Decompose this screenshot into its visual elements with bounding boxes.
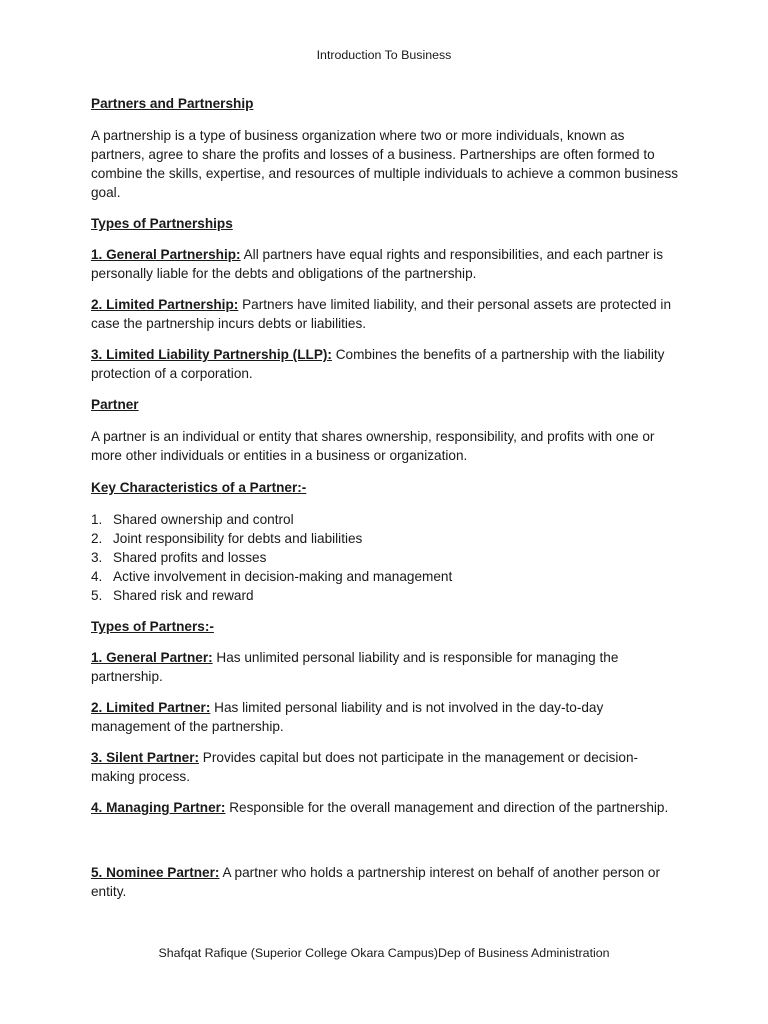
list-item-text: Active involvement in decision-making and management <box>113 569 453 584</box>
characteristics-list <box>91 510 681 605</box>
section-heading-types-of-partners: Types of Partners:- <box>91 619 214 634</box>
list-item-number: 2. <box>91 531 103 546</box>
general-partnership-item <box>91 245 681 283</box>
limited-partner-text: Has limited personal liability and is not involved in the day-to-day management of the partnership. <box>91 700 604 734</box>
managing-partner-term: 4. Managing Partner: <box>91 800 226 815</box>
general-partner-text: Has unlimited personal liability and is responsible for managing the partnership. <box>91 650 619 684</box>
limited-partnership-text: Partners have limited liability, and their personal assets are protected in case the partnership incurs debts or liabilities. <box>91 297 671 331</box>
managing-partner-item <box>91 798 681 817</box>
limited-partner-term: 2. Limited Partner: <box>91 700 211 715</box>
list-item-number: 1. <box>91 512 103 527</box>
partnership-definition: A partnership is a type of business organization where two or more individuals, known as partners, agree to share the profits and losses of a business. Partnerships are often formed to combine the skills, expertise, and resources of multiple individuals to achieve a common business goal. <box>91 128 679 200</box>
page-footer: Shafqat Rafique (Superior College Okara Campus)Dep of Business Administration <box>158 946 610 960</box>
general-partnership-text: All partners have equal rights and responsibilities, and each partner is personally liable for the debts and obligations of the partnership. <box>91 247 664 281</box>
nominee-partner-text: A partner who holds a partnership interest on behalf of another person or entity. <box>91 865 661 899</box>
list-item-text: Shared ownership and control <box>113 512 294 527</box>
partner-definition: A partner is an individual or entity that shares ownership, responsibility, and profits with one or more other individuals or entities in a business or organization. <box>91 429 655 463</box>
silent-partner-text: Provides capital but does not participate in the management or decision-making process. <box>91 750 639 784</box>
general-partnership-term: 1. General Partnership: <box>91 247 241 262</box>
list-item <box>91 510 681 529</box>
section-heading-types-of-partnerships: Types of Partnerships <box>91 216 233 231</box>
list-item <box>91 548 681 567</box>
section-heading-partner: Partner <box>91 397 139 412</box>
nominee-partner-term: 5. Nominee Partner: <box>91 865 220 880</box>
section-heading-key-characteristics: Key Characteristics of a Partner:- <box>91 480 307 495</box>
list-item <box>91 529 681 548</box>
list-item-text: Joint responsibility for debts and liabilities <box>113 531 363 546</box>
general-partner-item <box>91 648 681 686</box>
llp-term: 3. Limited Liability Partnership (LLP): <box>91 347 332 362</box>
general-partner-term: 1. General Partner: <box>91 650 213 665</box>
document-body <box>91 94 681 901</box>
list-item-number: 5. <box>91 588 103 603</box>
silent-partner-item <box>91 748 681 786</box>
page-header: Introduction To Business <box>316 48 452 62</box>
limited-partnership-term: 2. Limited Partnership: <box>91 297 239 312</box>
managing-partner-text: Responsible for the overall management and direction of the partnership. <box>225 800 669 815</box>
nominee-partner-item <box>91 863 681 901</box>
list-item-number: 3. <box>91 550 103 565</box>
silent-partner-term: 3. Silent Partner: <box>91 750 200 765</box>
list-item-text: Shared risk and reward <box>113 588 254 603</box>
list-item <box>91 586 681 605</box>
limited-partnership-item <box>91 295 681 333</box>
llp-item <box>91 345 681 383</box>
limited-partner-item <box>91 698 681 736</box>
list-item-text: Shared profits and losses <box>113 550 267 565</box>
list-item <box>91 567 681 586</box>
section-heading-partners-and-partnership: Partners and Partnership <box>91 96 254 111</box>
list-item-number: 4. <box>91 569 103 584</box>
llp-text: Combines the benefits of a partnership with the liability protection of a corporation. <box>91 347 665 381</box>
